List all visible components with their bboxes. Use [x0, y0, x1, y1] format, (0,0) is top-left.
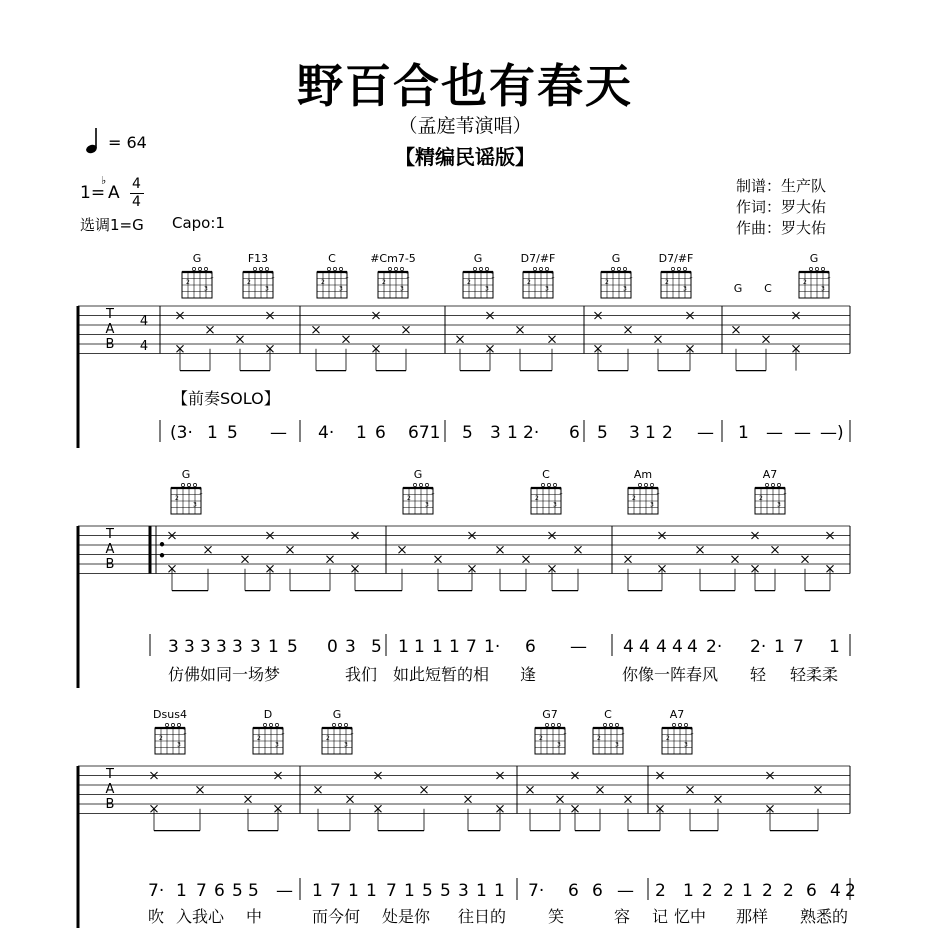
jianpu-note: 5 [440, 881, 451, 901]
jianpu-note: — [570, 637, 587, 657]
jianpu-note: 5 [422, 881, 433, 901]
jianpu-note: 3 [232, 637, 243, 657]
chord-name: D7/#F [658, 252, 694, 265]
chord-diagram [659, 252, 694, 298]
svg-text:3: 3 [557, 741, 561, 749]
svg-text:3: 3 [193, 501, 197, 509]
chord-name: C [328, 252, 336, 265]
jianpu-note: 2 [783, 881, 794, 901]
system-3 [78, 766, 850, 928]
chord-diagram [253, 708, 285, 754]
svg-text:1: 1 [431, 488, 435, 496]
chord-diagram [153, 708, 187, 754]
lyric: 处是你 [382, 907, 431, 926]
jianpu-note: 1 [476, 881, 487, 901]
svg-text:3: 3 [553, 501, 557, 509]
tab-letter: T [106, 527, 114, 542]
jianpu-note: 1 [507, 423, 518, 443]
svg-text:2: 2 [407, 495, 411, 502]
jianpu-note: 4 [687, 637, 698, 657]
jianpu-note: 7 [793, 637, 804, 657]
key-prefix: 1= [80, 183, 106, 203]
chord-name: G [809, 252, 819, 265]
chord-name: #Cm7-5 [370, 252, 416, 265]
tab-letter: A [105, 542, 115, 557]
chord-name: F13 [247, 252, 269, 265]
lyric: 你像一阵春风 [622, 665, 719, 684]
tab-note [313, 326, 320, 333]
jianpu-note: 3 [216, 637, 227, 657]
jianpu-note: 3 [345, 637, 356, 657]
lyric: 笑 [548, 907, 565, 926]
jianpu-note: 6 [592, 881, 603, 901]
svg-text:1: 1 [350, 728, 354, 736]
jianpu-note: 6 [806, 881, 817, 901]
tab-note [733, 326, 740, 333]
credit-lyricist: 作词：罗大佑 [736, 198, 827, 216]
jianpu-note: 5 [371, 637, 382, 657]
jianpu-note: — [794, 423, 811, 443]
svg-text:1: 1 [210, 272, 214, 280]
tab-note [549, 336, 556, 343]
chord-name: A7 [762, 468, 778, 481]
jianpu-note: 1 [268, 637, 279, 657]
svg-text:1: 1 [271, 272, 275, 280]
lyric: 中 [246, 907, 263, 926]
chord-diagram [601, 252, 633, 298]
key-note: A [108, 183, 120, 203]
chord-name: G [332, 708, 342, 721]
svg-text:3: 3 [265, 285, 269, 293]
lyric: 记 [652, 907, 669, 926]
lyric: 容 [614, 907, 631, 926]
tab-note [527, 786, 534, 793]
tab-note [347, 796, 354, 803]
svg-text:3: 3 [545, 285, 549, 293]
svg-text:2: 2 [539, 735, 543, 742]
jianpu-note: 1 [366, 881, 377, 901]
jianpu-note: 4 [623, 637, 634, 657]
svg-text:1: 1 [783, 488, 787, 496]
jianpu-note: 0 [327, 637, 338, 657]
jianpu-note: 2 [723, 881, 734, 901]
chord-diagram [521, 252, 556, 298]
tab-note [207, 326, 214, 333]
tab-note [245, 796, 252, 803]
jianpu-note: 2 [762, 881, 773, 901]
jianpu-note: 1 [449, 637, 460, 657]
time-signature-top: 4 [132, 176, 141, 192]
capo-value: Capo:1 [172, 214, 225, 232]
chord-name: Dsus4 [153, 708, 187, 721]
lyric: 轻柔柔 [790, 665, 839, 684]
tab-note [399, 546, 406, 553]
chord-diagram [403, 468, 435, 514]
svg-text:1: 1 [199, 488, 203, 496]
tab-letter: B [105, 557, 115, 572]
credit-arranger: 制谱：生产队 [736, 177, 827, 195]
jianpu-note: 1 [176, 881, 187, 901]
svg-text:2: 2 [535, 495, 539, 502]
svg-text:1: 1 [281, 728, 285, 736]
jianpu-note: 6 [214, 881, 225, 901]
chord-diagram [662, 708, 694, 754]
tab-note [763, 336, 770, 343]
chord-name: D7/#F [520, 252, 556, 265]
chord-name: G [192, 252, 202, 265]
section-label-intro-solo: 【前奏SOLO】 [172, 389, 280, 408]
tab-note [242, 556, 249, 563]
tab-note [343, 336, 350, 343]
edition-label: 【精编民谣版】 [395, 145, 535, 169]
jianpu-note: — [766, 423, 783, 443]
jianpu-note: 1 [494, 881, 505, 901]
jianpu-note: 7 [466, 637, 477, 657]
tab-note [815, 786, 822, 793]
tab-note [205, 546, 212, 553]
jianpu-note: 2 [702, 881, 713, 901]
svg-text:3: 3 [650, 501, 654, 509]
tab-note [802, 556, 809, 563]
tab-letter: T [106, 767, 114, 782]
svg-text:3: 3 [485, 285, 489, 293]
jianpu-note: 6 [569, 423, 580, 443]
time-signature-bottom: 4 [132, 194, 141, 210]
svg-text:3: 3 [615, 741, 619, 749]
jianpu-note: 1 [414, 637, 425, 657]
svg-text:2: 2 [527, 279, 531, 286]
lyric: 而今何 [312, 907, 361, 926]
jianpu-note: 1 [398, 637, 409, 657]
chord-name: G [611, 252, 621, 265]
svg-text:3: 3 [683, 285, 687, 293]
svg-text:1: 1 [621, 728, 625, 736]
svg-text:1: 1 [559, 488, 563, 496]
chord-diagram [535, 708, 567, 754]
svg-text:1: 1 [656, 488, 660, 496]
tab-note [465, 796, 472, 803]
svg-text:1: 1 [406, 272, 410, 280]
tab-note [287, 546, 294, 553]
key-flat: ♭ [101, 174, 107, 187]
svg-text:2: 2 [803, 279, 807, 286]
jianpu-note: 3 [200, 637, 211, 657]
jianpu-note: 5 [248, 881, 259, 901]
chord-name: C [764, 282, 772, 295]
svg-text:1: 1 [827, 272, 831, 280]
lyric: 忆中 [674, 907, 707, 926]
chord-diagram [628, 468, 660, 514]
lyric: 我们 [345, 665, 378, 684]
tab-letter: T [106, 307, 114, 322]
capo-key: 选调1=G [80, 216, 144, 234]
lyric: 逢 [520, 665, 537, 684]
jianpu-note: 7 [386, 881, 397, 901]
tab-letter: B [105, 337, 115, 352]
tab-letter: B [105, 797, 115, 812]
chord-diagram [463, 252, 495, 298]
svg-text:3: 3 [821, 285, 825, 293]
tab-note [697, 546, 704, 553]
svg-text:2: 2 [186, 279, 190, 286]
jianpu-note: 7· [148, 881, 165, 901]
svg-text:3: 3 [623, 285, 627, 293]
jianpu-note: 1 [312, 881, 323, 901]
svg-text:2: 2 [382, 279, 386, 286]
jianpu-note: 4· [318, 423, 335, 443]
svg-text:2: 2 [605, 279, 609, 286]
svg-text:3: 3 [344, 741, 348, 749]
jianpu-note: — [617, 881, 634, 901]
jianpu-note: 1 [742, 881, 753, 901]
jianpu-note: 2· [750, 637, 767, 657]
chord-name: C [542, 468, 550, 481]
tab-note [625, 326, 632, 333]
jianpu-note: 6 [568, 881, 579, 901]
jianpu-note: 2 [845, 881, 856, 901]
svg-text:2: 2 [759, 495, 763, 502]
chord-diagram [370, 252, 416, 298]
jianpu-note: 7 [196, 881, 207, 901]
jianpu-note: 7 [330, 881, 341, 901]
svg-text:1: 1 [183, 728, 187, 736]
lyric: 轻 [750, 665, 767, 684]
jianpu-note: 2· [706, 637, 723, 657]
svg-text:1: 1 [629, 272, 633, 280]
lyric: 入我心 [176, 907, 225, 926]
song-title: 野百合也有春天 [297, 59, 633, 113]
chord-name: Am [633, 468, 653, 481]
jianpu-note: 1 [645, 423, 656, 443]
jianpu-note: 3 [168, 637, 179, 657]
svg-text:1: 1 [551, 272, 555, 280]
tab-note [315, 786, 322, 793]
tab-note [237, 336, 244, 343]
jianpu-note: 2· [523, 423, 540, 443]
jianpu-note: 671 [408, 423, 441, 443]
svg-text:1: 1 [689, 272, 693, 280]
lyric: 如此短暂的相 [393, 665, 490, 684]
chord-diagram [317, 252, 349, 298]
svg-text:2: 2 [666, 735, 670, 742]
tab-time-bottom: 4 [139, 339, 149, 354]
tab-note [517, 326, 524, 333]
jianpu-note: 4 [656, 637, 667, 657]
svg-text:1: 1 [491, 272, 495, 280]
svg-text:1: 1 [563, 728, 567, 736]
jianpu-note: 1 [356, 423, 367, 443]
svg-text:2: 2 [247, 279, 251, 286]
jianpu-note: 5 [287, 637, 298, 657]
svg-text:2: 2 [665, 279, 669, 286]
system-2 [78, 526, 850, 688]
chord-diagram [593, 708, 625, 754]
tab-note [327, 556, 334, 563]
tab-time-top: 4 [139, 314, 149, 329]
svg-text:2: 2 [159, 735, 163, 742]
tab-note [597, 786, 604, 793]
svg-text:2: 2 [321, 279, 325, 286]
jianpu-note: 4 [639, 637, 650, 657]
jianpu-note: 1 [774, 637, 785, 657]
svg-text:2: 2 [632, 495, 636, 502]
jianpu-note: 4 [830, 881, 841, 901]
svg-text:3: 3 [339, 285, 343, 293]
jianpu-note: 1 [432, 637, 443, 657]
svg-text:3: 3 [275, 741, 279, 749]
jianpu-note: 5 [597, 423, 608, 443]
jianpu-note: — [270, 423, 287, 443]
tab-note [403, 326, 410, 333]
chord-name: G7 [542, 708, 558, 721]
svg-text:2: 2 [597, 735, 601, 742]
tab-note [687, 786, 694, 793]
jianpu-note: 1 [829, 637, 840, 657]
jianpu-note: 3 [458, 881, 469, 901]
jianpu-note: 2 [662, 423, 673, 443]
tempo-value: = 64 [108, 133, 147, 152]
lyric: 那样 [736, 907, 769, 926]
tab-note [197, 786, 204, 793]
jianpu-note: —) [820, 423, 844, 443]
tab-note [575, 546, 582, 553]
svg-text:3: 3 [177, 741, 181, 749]
svg-text:3: 3 [777, 501, 781, 509]
jianpu-note: 1 [207, 423, 218, 443]
tab-letter: A [105, 782, 115, 797]
tab-note [523, 556, 530, 563]
tab-note [625, 796, 632, 803]
chord-name: C [604, 708, 612, 721]
jianpu-note: 1 [404, 881, 415, 901]
svg-text:1: 1 [690, 728, 694, 736]
chord-diagram [243, 252, 275, 298]
lyric: 往日的 [458, 907, 507, 926]
jianpu-note: 5 [462, 423, 473, 443]
chord-diagram [322, 708, 354, 754]
lyric: 仿佛如同一场梦 [168, 665, 281, 684]
lyric: 熟悉的 [800, 907, 849, 926]
chord-diagram [182, 252, 214, 298]
chord-name: G [413, 468, 423, 481]
tab-letter: A [105, 322, 115, 337]
svg-text:2: 2 [257, 735, 261, 742]
jianpu-note: 6 [525, 637, 536, 657]
jianpu-note: 3 [184, 637, 195, 657]
tab-note [457, 336, 464, 343]
tab-note [715, 796, 722, 803]
jianpu-note: 7· [528, 881, 545, 901]
svg-text:3: 3 [684, 741, 688, 749]
svg-text:2: 2 [467, 279, 471, 286]
jianpu-note: (3· [170, 423, 193, 443]
jianpu-note: 1 [348, 881, 359, 901]
jianpu-note: 3 [250, 637, 261, 657]
tab-note [772, 546, 779, 553]
tab-note [655, 336, 662, 343]
chord-diagram [755, 468, 787, 514]
jianpu-note: 5 [227, 423, 238, 443]
tab-note [732, 556, 739, 563]
svg-text:3: 3 [204, 285, 208, 293]
jianpu-note: 4 [672, 637, 683, 657]
svg-text:3: 3 [425, 501, 429, 509]
jianpu-note: 1 [738, 423, 749, 443]
tab-note [497, 546, 504, 553]
credit-composer: 作曲：罗大佑 [736, 219, 827, 237]
lyric: 吹 [148, 907, 165, 926]
jianpu-note: 1· [484, 637, 501, 657]
svg-text:2: 2 [175, 495, 179, 502]
jianpu-note: 6 [375, 423, 386, 443]
jianpu-note: — [697, 423, 714, 443]
svg-text:2: 2 [326, 735, 330, 742]
chord-name: G [733, 282, 743, 295]
chord-diagram [171, 468, 203, 514]
chord-diagram [531, 468, 563, 514]
svg-text:3: 3 [400, 285, 404, 293]
tab-note [625, 556, 632, 563]
chord-name: G [181, 468, 191, 481]
jianpu-note: 1 [683, 881, 694, 901]
tab-note [557, 796, 564, 803]
song-subtitle: （孟庭苇演唱） [398, 115, 532, 137]
chord-name: A7 [669, 708, 685, 721]
chord-diagram [799, 252, 831, 298]
tab-note [421, 786, 428, 793]
jianpu-note: 5 [232, 881, 243, 901]
svg-text:1: 1 [345, 272, 349, 280]
chord-name: G [473, 252, 483, 265]
jianpu-note: 3 [490, 423, 501, 443]
jianpu-note: — [276, 881, 293, 901]
jianpu-note: 2 [655, 881, 666, 901]
jianpu-note: 3 [629, 423, 640, 443]
tab-note [435, 556, 442, 563]
chord-name: D [263, 708, 273, 721]
